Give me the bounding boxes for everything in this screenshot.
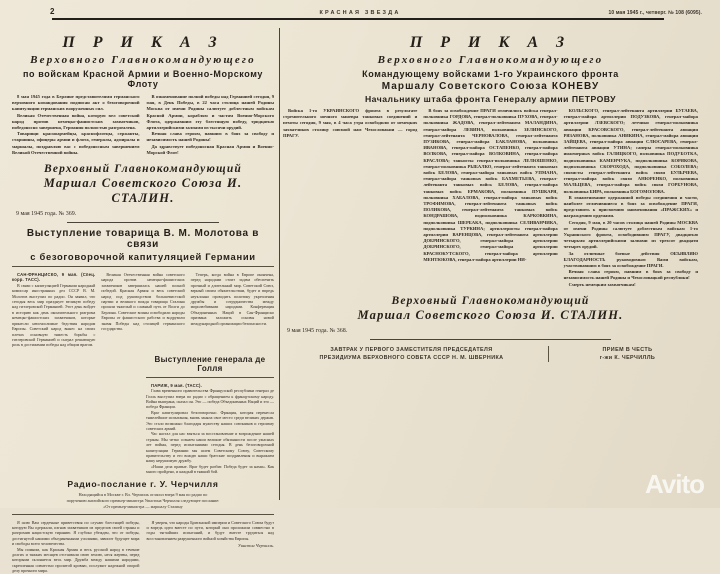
molotov-columns bbox=[12, 272, 274, 348]
watermark-text: Avito bbox=[644, 469, 704, 499]
churchill-columns bbox=[12, 520, 274, 574]
order-369-subtitle-2: по войскам Красной Армии и Военно-Морскому Флоту bbox=[22, 69, 264, 89]
paragraph: Враг капитулировал безоговорочно. Франция, которая перенесла тяжелейшие испытания, вновь заняла свое место среди великих держав. Это стало возможно благодаря мужеству наших союзников и героизму советских армий. bbox=[146, 409, 274, 431]
churchill-kicker-line-2: поручению английского премьер-министра Уинстона Черчилля следующее послание: bbox=[66, 497, 220, 503]
paragraph: Сегодня, 9 мая, в 20 часов столица нашей Родины МОСКВА от имени Родины салютует доблестным войскам 1-го Украинского фронта, освободившим ПРАГУ, двадцатью четырьмя артиллерийскими залпами из трехсот двадцати четырех орудий. bbox=[563, 219, 698, 250]
paragraph: Теперь, когда война в Европе окончена, перед народами стоит задача обеспечить прочный и длительный мир. Советский Союз, верный своим обязательствам, будет и впредь неуклонно проводить политику укрепления дружбы и сотрудничества между миролюбивыми народами. Конференция Объединенных Наций в Сан-Франциско призвана заложить основы новой международной организации безопасности. bbox=[190, 272, 274, 326]
article-order-369 bbox=[12, 34, 274, 217]
degaulle-headline: Выступление генерала де Голля bbox=[154, 354, 266, 373]
article-churchill bbox=[12, 479, 274, 574]
paragraph: Смерть немецким захватчикам! bbox=[568, 281, 636, 287]
order-368-date: 9 мая 1945 года. № 368. bbox=[287, 327, 348, 334]
footer-headlines bbox=[283, 346, 698, 362]
order-368-subtitle-2: Командующему войсками 1-го Украинского фронта bbox=[362, 69, 619, 79]
footer-item-shvernik-line-2: ПРЕЗИДИУМА ВЕРХОВНОГО СОВЕТА СССР Н. М. ШВЕРНИКА bbox=[319, 354, 504, 361]
divider-churchill bbox=[12, 514, 274, 515]
footer-item-churchill-reception bbox=[557, 346, 698, 362]
molotov-column-1 bbox=[12, 272, 95, 348]
churchill-head-slot bbox=[12, 353, 140, 475]
paragraph: 8 мая 1945 года в Берлине представителями германского верховного командования подписан акт о безоговорочной капитуляции германских вооруженных сил. bbox=[12, 94, 140, 112]
paragraph: Вечная слава героям, павшим в боях за свободу и независимость нашей Родины и Чехословацкой республики! bbox=[563, 269, 698, 281]
footer-item-shvernik-line-1: ЗАВТРАК У ПЕРВОГО ЗАМЕСТИТЕЛЯ ПРЕДСЕДАТЕЛЯ bbox=[330, 346, 493, 353]
order-368-column-1 bbox=[283, 108, 417, 288]
paragraph: Я уверен, что народы Британской империи и Советского Союза будут и впредь идти вместе по пути, который они проложили совместно в годы тягчайших испытаний, и будут вместе трудиться над восстановлением разрушенного войной хозяйства Европы. bbox=[146, 519, 274, 541]
footer-item-shvernik bbox=[283, 346, 540, 362]
divider-after-order-368 bbox=[370, 339, 611, 340]
paragraph: Да здравствует победоносная Красная Армия и Военно-Морской Флот! bbox=[146, 143, 274, 155]
paragraph: Войска 1-го УКРАИНСКОГО фронта в результате стремительного ночного маневра танковых соединений и пехоты сегодня, 9 мая, в 4 часа утра освободили от немецких захватчиков столицу союзной нам Чехословакии — город ПРАГУ. bbox=[283, 108, 418, 138]
order-369-signature-name: Маршал Советского Союза И. СТАЛИН. bbox=[43, 176, 243, 206]
paragraph: В связи с капитуляцией Германии народный комиссар иностранных дел СССР В. М. Молотов выступил по радио. Он заявил, что сегодня весь мир празднует великую победу над гитлеровской Германией. Этот день войдет в историю как день окончательного разгрома немецко-фашистских захватчиков, которые принесли неисчислимые бедствия народам Европы. Советский народ вынес на своих плечах основную тяжесть борьбы с гитлеровской Германией и сыграл решающую роль в достижении победы над общим врагом. bbox=[12, 282, 96, 348]
column-separator bbox=[274, 26, 283, 500]
paragraph: Вечная слава героям, павшим в боях за свободу и независимость нашей Родины! bbox=[146, 131, 274, 143]
article-molotov bbox=[12, 228, 274, 348]
paragraph: Мы помним, как Красная Армия и весь русский народ в течение долгих и тяжких месяцев отстаивали свою землю, неся жертвы, перед которыми склоняется весь мир. Дружба между нашими народами, скрепленная совместно пролитой кровью, послужит надежной опорой делу прочного мира. bbox=[12, 546, 140, 574]
order-368-signature-title: Верховный Главнокомандующий bbox=[391, 294, 590, 307]
page-number: 2 bbox=[50, 7, 55, 16]
churchill-kicker bbox=[12, 492, 274, 510]
left-half bbox=[12, 26, 274, 574]
lower-left-cluster bbox=[12, 353, 274, 475]
order-368-subtitle-1: Верховного Главнокомандующего bbox=[377, 54, 604, 66]
churchill-column-1 bbox=[12, 520, 140, 574]
order-369-signature-title: Верховный Главнокомандующий bbox=[43, 163, 243, 176]
churchill-headline: Радио-послание г. У. Черчилля bbox=[67, 478, 219, 489]
masthead-rule bbox=[52, 18, 664, 20]
paragraph: «Наши дела правые. Враг будет разбит. Победа будет за нами». Как много пройдено, и каждый в тяжкий бой. bbox=[146, 463, 274, 475]
paragraph: В боях за освобождение ПРАГИ отличились войска генерал-полковника ГОРДОВА, генерал-полковника ПУХОВА, генерал-полковника ЖАДОВА, генерал-лейтенанта МАЛАНДИНА, генерал-майора ЛЕВИНА, полковника ЗЕЛИНСКОГО, генерал-лейтенанта ЧЕРНОВАЛОВА, генерал-лейтенанта ПУЗИКОВА, генерал-майора БАКЛАНОВА, полковника ИВАНОВА, генерал-майора ОСТАПЕНКО, генерал-майора ВОЛКОВА, генерал-майора ВОЛКОВИНА, генерал-майора КРАСЛОВА; танкисты генерал-полковника ЛЕЛЮШЕНКО, генерал-полковника РЫБАЛКО, генерал-лейтенанта танковых войск БЕЛОВА, генерал-майора танковых войск УПМАНА, генерал-майора танковых войск БАХМЕТЬЕВА, генерал-лейтенанта танковых войск БЕЛОВА, генерал-майора танковых войск ЕРМАКОВА, полковника ПУШКАРЯ, полковника ХАБАЛОВА, генерал-майора танковых войск ТРОФИМОВА, генерал-лейтенанта танковых войск ПОЛИКОВА, генерал-лейтенанта танковых войск КОНДРАШОВА, подполковника КАРКОВКИНА, подполковника ШЕРБАКА, подполковника СЕЛИВАНЧИКА, подполковника ТУРКИНА; артиллеристы генерал-майора артиллерии ВАРЕНЦОВА, генерал-лейтенанта артиллерии ДОБРИНСКОГО, генерал-майора артиллерии ДОБРИНСКОГО, генерал-майора артиллерии КРАСНОКУТСКОГО, генерал-майора артиллерии МЕНТЮКОВА, генерал-майора артиллерии НИ- bbox=[423, 108, 558, 262]
degaulle-head-slot bbox=[146, 353, 274, 475]
order-368-column-2 bbox=[423, 108, 557, 288]
molotov-column-3 bbox=[191, 272, 274, 348]
article-order-368 bbox=[283, 34, 698, 334]
molotov-column-2 bbox=[101, 272, 184, 348]
order-368-column-3 bbox=[564, 108, 698, 288]
divider-after-order-369 bbox=[67, 222, 219, 223]
paragraph: Великая Отечественная война советского народа против немецко-фашистских захватчиков завершилась нашей полной победой. Красная Армия и весь советский народ под руководством большевистской партии и великого вождя товарища Сталина прошли тяжелый и славный путь от Волги до Берлина. Советские воины освободили народы Европы от фашистского рабства и водрузили знамя Победы над столицей германского государства. bbox=[101, 272, 185, 332]
churchill-kicker-line-3: «От премьер-министра — маршалу Сталину bbox=[103, 503, 183, 509]
degaulle-dateline: ПАРИЖ, 9 мая. (ТАСС). bbox=[151, 382, 202, 388]
order-368-signature-name: Маршал Советского Союза И. СТАЛИН. bbox=[357, 307, 624, 322]
paragraph: КОЛЬСКОГО, генерал-лейтенанта артиллерии БУГАЕВА, генерал-майора артиллерии ПОДУЗКОВА, генерал-майора артиллерии ЛЗЕВСКОГО; летчики генерал-полковника авиации КРАСОВСКОГО, генерал-лейтенанта авиации РЯЗАНОВА, полковника АНИКИНА, генерал-майора авиации ЗАЙЦЕВА, генерал-майора авиации СЛЮСАРЕВА, генерал-лейтенанта авиации УТИНА; саперы генерал-полковника инженерных войск ГАЛИЦКОГО, полковника ПОДУБОТКА, подполковника КАМЕНЧУКА, подполковника КОРЯКОВА, подполковника СКОРОХОДА, подполковника СОБОЛЕВА; связисты генерал-лейтенанта войск связи БУЛЫЧЕВА, генерал-майора войск связи АНЮРЕНКО, полковника МАЛЬЦЕВА, генерал-майора войск связи ГОРБУНОВА, полковника БИРА, полковника БОГОМОЛОВА. bbox=[563, 108, 698, 194]
paper-name: КРАСНАЯ ЗВЕЗДА bbox=[319, 10, 401, 16]
order-368-title: П Р И К А З bbox=[409, 34, 572, 51]
order-368-columns bbox=[283, 108, 698, 288]
paragraph: Глава временного правительства Французской республики генерал де Голль выступил вчера по радио с обращением к французскому народу. Война выиграна, сказал он. Это — победа Объединенных Наций и это — победа Франции. bbox=[146, 388, 274, 410]
paragraph: В ознаменование полной победы над Германией сегодня, 9 мая, в День Победы, в 22 часа столица нашей Родины Москва от имени Родины салютует доблестным войскам Красной Армии, кораблям и частям Военно-Морского Флота, одержавшим эту блестящую победу, тридцатью артиллерийскими залпами из тысячи орудий. bbox=[146, 94, 274, 131]
footer-item-churchill-line-2: г-жи К. ЧЕРЧИЛЛЬ bbox=[599, 354, 656, 361]
order-368-subtitle-3: Маршалу Советского Союза КОНЕВУ bbox=[381, 81, 600, 92]
order-369-column-2 bbox=[147, 94, 275, 156]
order-369-columns bbox=[12, 94, 274, 156]
paragraph: За отличные боевые действия ОБЪЯВЛЯЮ БЛАГОДАРНОСТЬ руководимым Вами войскам, участвовавшим в боях за освобождение ПРАГИ. bbox=[563, 250, 698, 269]
footer-separator bbox=[548, 346, 549, 362]
molotov-headline-line-2: с безоговорочной капитуляцией Германии bbox=[30, 251, 256, 263]
order-369-title: П Р И К А З bbox=[62, 34, 224, 51]
right-half bbox=[283, 26, 698, 500]
paragraph: В ознаменование одержанной победы соединения и части, наиболее отличившиеся в боях за освобождение ПРАГИ, представить к присвоению наименования «ПРАЖСКИХ» и награждению орденами. bbox=[563, 194, 698, 219]
divider-molotov bbox=[12, 266, 274, 267]
order-369-column-1 bbox=[12, 94, 140, 156]
masthead bbox=[0, 0, 720, 26]
paragraph: Великая Отечественная война, которую вел советский народ против немецко-фашистских захватчиков, победоносно завершена, Германия полностью разгромлена. bbox=[12, 112, 140, 131]
molotov-dateline: САН-ФРАНЦИСКО, 9 мая. (Спец. корр. ТАСС). bbox=[12, 272, 96, 283]
paragraph: Я шлю Вам сердечные приветствия по случаю блестящей победы, которую Вы одержали, изгнав захватчиков из пределов своей страны и разгромив нацистскую тиранию. Я глубоко убежден, что от победы, достигнутой нашими объединенными усилиями, зависит будущее мира и свободы всего человечества. bbox=[12, 519, 140, 547]
paragraph: Товарищи красноармейцы, краснофлотцы, сержанты, старшины, офицеры армии и флота, генералы, адмиралы и маршалы, поздравляю вас с победоносным завершением Великой Отечественной войны. bbox=[12, 131, 140, 155]
molotov-headline-line-1: Выступление товарища В. М. Молотова в связи bbox=[26, 228, 260, 251]
order-368-subtitle-4: Начальнику штаба фронта Генералу армии ПЕТРОВУ bbox=[364, 94, 617, 104]
degaulle-body bbox=[146, 383, 274, 475]
order-369-date: 9 мая 1945 года. № 369. bbox=[16, 211, 77, 218]
page-content bbox=[0, 26, 720, 574]
churchill-signature: Уинстон Черчилль. bbox=[237, 543, 274, 549]
divider-degaulle bbox=[146, 377, 274, 378]
churchill-kicker-line-1: Находящийся в Москве г. Вл. Черчилль огласил вчера 9 мая по радио по bbox=[78, 491, 208, 497]
issue-date-line: 10 мая 1945 г., четверг. № 108 (6095). bbox=[608, 10, 702, 16]
paragraph: Час настал для нас взяться за восстановление и возрождение нашей страны. Мы четко сознаем наши великие обязанности после ужасных лет войны, перед испытаниями сегодня. В день безоговорочной капитуляции Германии мы шлем Советскому Союзу, Советскому правительству и его вождю наши братские поздравления и выражаем нашу нерушимую дружбу. bbox=[146, 431, 274, 464]
order-369-subtitle-1: Верховного Главнокомандующего bbox=[30, 54, 256, 66]
churchill-column-2 bbox=[147, 520, 275, 574]
masthead-row bbox=[8, 0, 712, 16]
footer-item-churchill-line-1: ПРИЕМ В ЧЕСТЬ bbox=[602, 346, 653, 353]
